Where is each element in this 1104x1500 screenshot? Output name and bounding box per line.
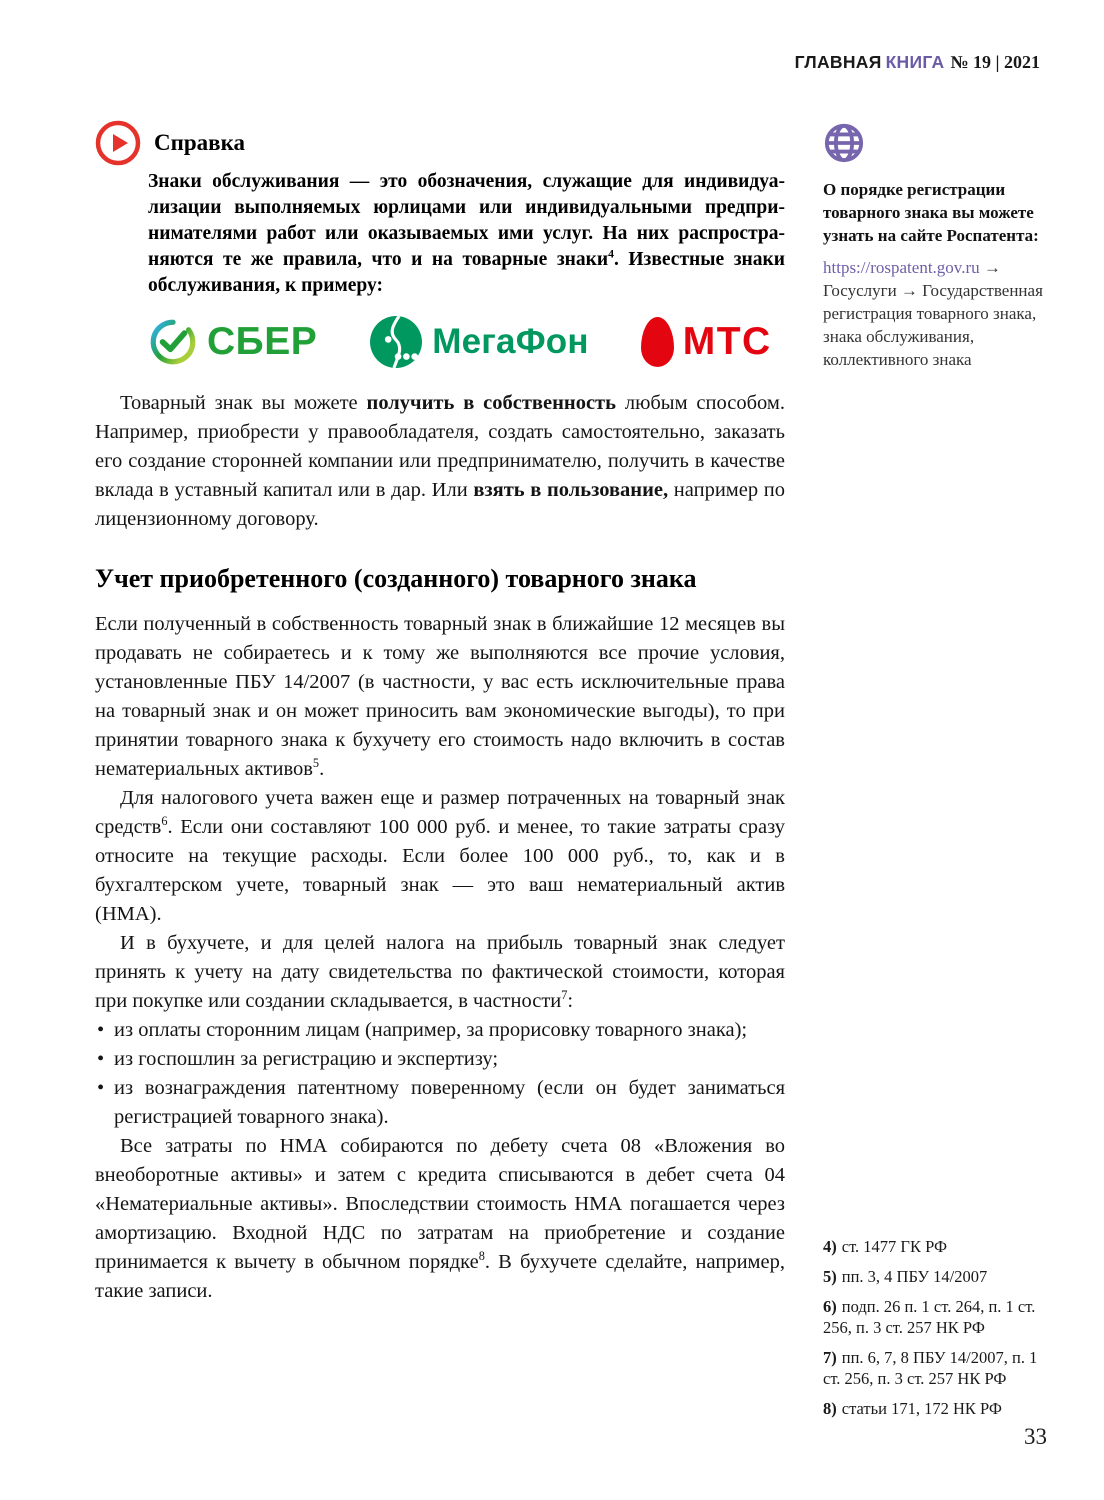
text-run: Товарный знак вы можете (120, 392, 367, 414)
footnote-number: 8) (823, 1399, 837, 1418)
reference-header (95, 120, 785, 166)
reference-text-run: Знаки обслуживания — это обозначения, служащие для индивидуализации выполняемых юрлицами или индивидуальными предпринимателями работ или оказываемых ими услуг. На них распространяются те же правила, что и на товарные знаки (148, 171, 785, 270)
footnote-text: подп. 26 п. 1 ст. 264, п. 1 ст. 256, п. 3 ст. 257 НК РФ (823, 1297, 1036, 1337)
reference-title: Справка (154, 130, 245, 155)
mts-logo-icon (641, 317, 674, 367)
text-run: И в бухучете, и для целей налога на прибыль товарный знак следует принять к учету на дату свидетельства по фактической стоимости, которая при покупке или создании складывается, в частности (95, 932, 785, 1012)
paragraph-acquire (95, 389, 785, 534)
reference-box (95, 120, 785, 372)
text-run: Если полученный в собственность товарный знак в ближайшие 12 месяцев вы продавать не собираетесь и к тому же выполняются все прочие условия, установленные ПБУ 14/2007 (в частности, у вас есть исключительные права на товарный знак и он может приносить вам экономические выгоды), то при принятии товарного знака к бухучету его стоимость надо включить в состав нематериальных активов (95, 613, 785, 780)
footnote-ref-5: 5 (312, 756, 320, 771)
footnote-text: ст. 1477 ГК РФ (841, 1237, 948, 1256)
footnote (823, 1398, 1057, 1419)
text-run: . (319, 758, 325, 780)
magazine-name-part1: ГЛАВНАЯ (794, 52, 882, 72)
footnote (823, 1347, 1057, 1389)
sidebar-note-body (823, 256, 1045, 371)
footnote-ref-4: 4 (608, 247, 614, 261)
sber-logo-icon (148, 317, 198, 367)
sidebar-note (823, 122, 1045, 371)
article-body (95, 120, 785, 1306)
text-run: : (567, 990, 574, 1012)
paragraph-tax-accounting (95, 784, 785, 929)
footnote-ref-8: 8 (478, 1249, 485, 1264)
reference-text-run: . Известные знаки обслуживания, к примеру: (148, 249, 785, 296)
rospatent-link[interactable]: https://rospatent.gov.ru (823, 258, 980, 277)
section-heading: Учет приобретенного (созданного) товарного знака (95, 564, 697, 593)
list-item: • из оплаты сторонним лицам (например, за прорисовку товарного знака); (95, 1016, 785, 1045)
footnote-ref-7: 7 (561, 988, 568, 1003)
footnote-text: пп. 3, 4 ПБУ 14/2007 (841, 1267, 988, 1286)
megafon-logo-icon (369, 315, 423, 369)
footnote-number: 6) (823, 1297, 837, 1316)
text-run: . В бухучете сделайте, например, такие записи. (95, 1251, 785, 1302)
mts-logo-text: МТС (682, 320, 772, 363)
list-item: • из госпошлин за регистрацию и экспертизу; (95, 1045, 785, 1074)
footnote-number: 5) (823, 1267, 837, 1286)
list-item: • из вознаграждения патентному поверенному (если он будет заниматься регистрацией товарного знака). (95, 1074, 785, 1132)
sber-logo-text: СБЕР (207, 320, 318, 363)
text-run: Для налогового учета важен еще и размер потраченных на товарный знак средств (95, 787, 785, 838)
footnote-ref-6: 6 (161, 814, 168, 829)
megafon-logo (369, 315, 588, 369)
footnotes-block (823, 1236, 1057, 1428)
footnote (823, 1236, 1057, 1257)
text-run: Все затраты по НМА собираются по дебету счета 08 «Вложения во внеоборотные активы» и затем с кредита списываются в дебет счета 04 «Нематериальные активы». Впоследствии стоимость НМА погашается через амортизацию. Входной НДС по затратам на приобретение и создание принимается к вычету в обычном порядке (95, 1135, 785, 1273)
cost-components-list (95, 1016, 785, 1132)
issue-number: № 19 | 2021 (950, 52, 1040, 72)
paragraph-accounts-08-04 (95, 1132, 785, 1306)
megafon-logo-text: МегаФон (432, 322, 589, 361)
reference-text (148, 169, 785, 299)
bold-run: получить в собственность (366, 392, 616, 414)
footnote-text: статьи 171, 172 НК РФ (841, 1399, 1002, 1418)
paragraph-nma-conditions (95, 610, 785, 784)
footnote (823, 1266, 1057, 1287)
paragraph-actual-cost (95, 929, 785, 1016)
text-run: . Если они составляют 100 000 руб. и менее, то такие затраты сразу относите на текущие расходы. Если более 100 000 руб., то, как и в бухгалтерском учете, товарный знак — это ваш нематериальный актив (НМА). (95, 816, 785, 925)
globe-icon (823, 122, 865, 164)
bold-run: взять в пользование, (473, 479, 669, 501)
mts-logo (641, 317, 772, 367)
footnote (823, 1296, 1057, 1338)
sidebar-note-path: → Госуслуги → Государственная регистрация товарного знака, знака обслуживания, коллективного знака (823, 258, 1043, 369)
page-number: 33 (1024, 1424, 1047, 1449)
sidebar-note-title: О порядке регистрации товарного знака вы можете узнать на сайте Роспатента: (823, 180, 1039, 245)
footnote-number: 4) (823, 1237, 837, 1256)
magazine-name-part2: КНИГА (885, 52, 945, 72)
text-run: например по лицензионному договору. (95, 479, 785, 530)
footnote-number: 7) (823, 1348, 837, 1367)
text-run: любым способом. Например, приобрести у правообладателя, создать самостоятельно, заказать его создание сторонней компании или предпринимателю, получить в качестве вклада в уставный капитал или в дар. Или (95, 392, 785, 501)
footnote-text: пп. 6, 7, 8 ПБУ 14/2007, п. 1 ст. 256, п. 3 ст. 257 НК РФ (823, 1348, 1038, 1388)
sber-logo (148, 317, 317, 367)
service-mark-logos (148, 312, 785, 372)
play-icon (95, 120, 141, 166)
page-header (795, 52, 1040, 73)
